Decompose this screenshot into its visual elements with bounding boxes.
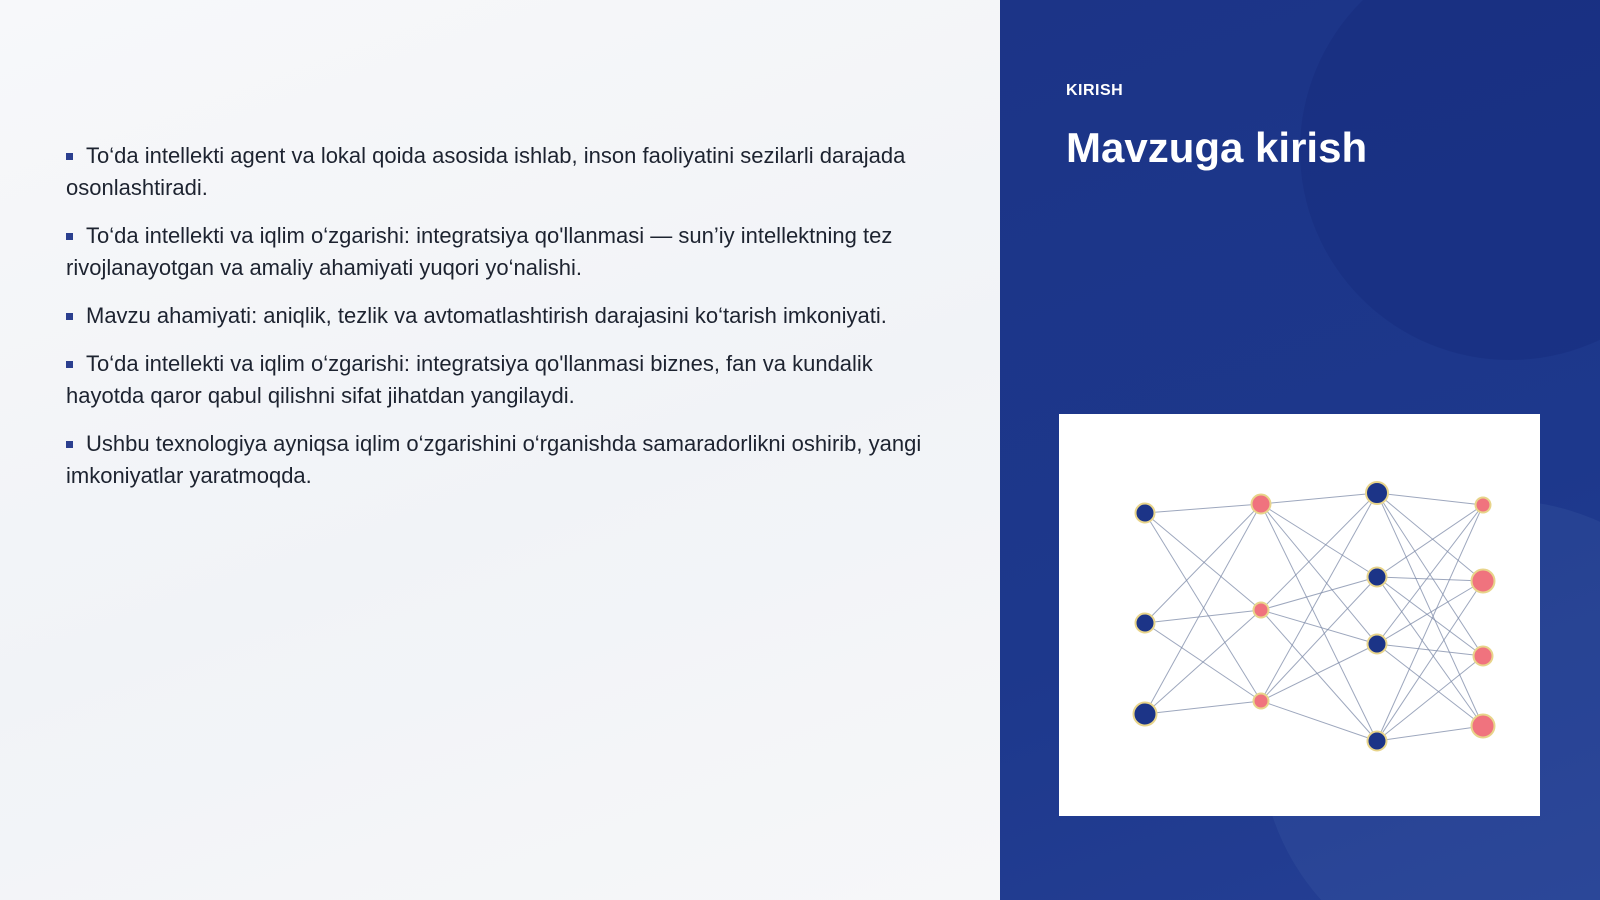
network-node [1366, 482, 1388, 504]
network-edge [1377, 493, 1483, 581]
bullet-text: Ushbu texnologiya ayniqsa iqlim o‘zgarishini o‘rganishda samaradorlikni oshirib, yangi imkoniyatlar yaratmoqda. [66, 431, 922, 488]
network-edge [1261, 493, 1377, 504]
network-edge [1145, 610, 1261, 714]
network-node [1472, 715, 1495, 738]
network-node [1368, 635, 1387, 654]
bullet-marker-icon [66, 313, 73, 320]
neural-network-icon [1059, 414, 1540, 816]
bullet-text: Mavzu ahamiyati: aniqlik, tezlik va avtomatlashtirish darajasini ko‘tarish imkoniyati. [86, 303, 887, 328]
network-node [1136, 504, 1155, 523]
network-edge [1145, 504, 1261, 513]
network-edge [1377, 493, 1483, 726]
bullet-item [66, 428, 946, 492]
bullet-marker-icon [66, 441, 73, 448]
network-edge [1261, 493, 1377, 610]
network-edge [1261, 493, 1377, 701]
bullet-item [66, 140, 946, 204]
network-edge [1377, 644, 1483, 726]
network-edge [1377, 577, 1483, 726]
network-edge [1145, 610, 1261, 623]
network-edge [1377, 493, 1483, 505]
section-label: KIRISH [1066, 82, 1124, 99]
network-node [1472, 570, 1495, 593]
network-node [1252, 495, 1271, 514]
bullet-marker-icon [66, 361, 73, 368]
bullet-item [66, 220, 946, 284]
background-glow [1300, 0, 1600, 360]
illustration-card [1059, 414, 1540, 816]
network-node [1254, 694, 1269, 709]
network-edge [1377, 581, 1483, 741]
network-edge [1145, 513, 1261, 701]
network-edge [1377, 581, 1483, 644]
network-edge [1145, 701, 1261, 714]
network-node [1136, 614, 1155, 633]
bullet-item [66, 348, 946, 412]
title-panel [1000, 0, 1600, 900]
network-node [1368, 732, 1387, 751]
network-edge [1261, 644, 1377, 701]
network-edge [1377, 644, 1483, 656]
bullet-item [66, 300, 946, 332]
network-node [1474, 647, 1493, 666]
bullet-list [66, 140, 946, 508]
bullet-marker-icon [66, 153, 73, 160]
network-edge [1377, 577, 1483, 656]
network-edge [1145, 504, 1261, 714]
network-edge [1145, 504, 1261, 623]
network-edge [1261, 577, 1377, 610]
network-edge [1377, 577, 1483, 581]
slide-title: Mavzuga kirish [1066, 124, 1368, 171]
bullet-marker-icon [66, 233, 73, 240]
network-edge [1145, 513, 1261, 610]
bullet-text: To‘da intellekti agent va lokal qoida asosida ishlab, inson faoliyatini sezilarli darajada osonlashtiradi. [66, 143, 906, 200]
network-node [1254, 603, 1269, 618]
network-nodes [1134, 482, 1495, 751]
bullet-text: To‘da intellekti va iqlim o‘zgarishi: integratsiya qo'llanmasi biznes, fan va kundalik hayotda qaror qabul qilishni sifat jihatdan yangilaydi. [66, 351, 873, 408]
network-node [1134, 703, 1157, 726]
network-node [1476, 498, 1491, 513]
bullet-text: To‘da intellekti va iqlim o‘zgarishi: integratsiya qo'llanmasi — sun’iy intellektning tez rivojlanayotgan va amaliy ahamiyati yuqori yo‘nalishi. [66, 223, 893, 280]
network-node [1368, 568, 1387, 587]
network-edges [1145, 493, 1483, 741]
